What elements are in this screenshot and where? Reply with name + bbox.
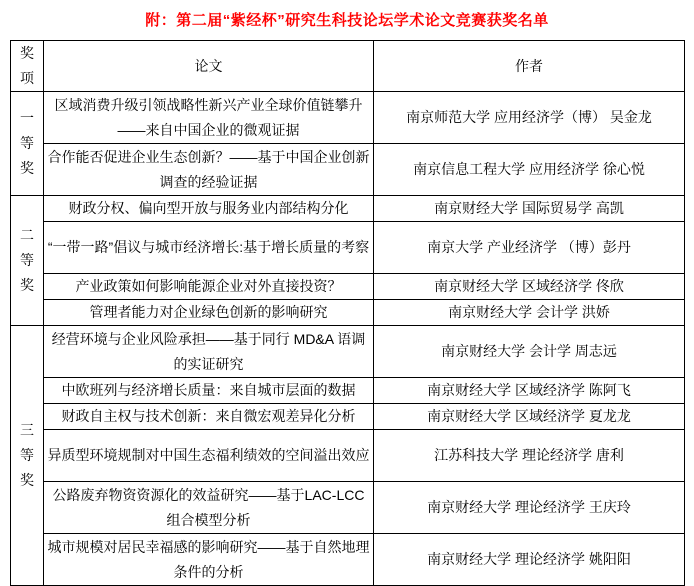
table-row: [11, 378, 685, 404]
paper-author-cell: 南京财经大学 理论经济学 王庆玲: [374, 482, 685, 534]
paper-title-cell: 合作能否促进企业生态创新？——基于中国企业创新调查的经验证据: [44, 144, 374, 196]
page-title: 附：第二届“紫经杯”研究生科技论坛学术论文竞赛获奖名单: [145, 12, 549, 29]
table-row: [11, 274, 685, 300]
table-row: [11, 144, 685, 196]
award-group-label-first-prize: 一等奖: [11, 92, 44, 196]
table-row: [11, 404, 685, 430]
paper-title-cell: “一带一路”倡议与城市经济增长:基于增长质量的考察: [44, 222, 374, 274]
paper-author-cell: 南京信息工程大学 应用经济学 徐心悦: [374, 144, 685, 196]
paper-title-cell: 城市规模对居民幸福感的影响研究——基于自然地理条件的分析: [44, 534, 374, 586]
paper-title-cell: 产业政策如何影响能源企业对外直接投资？: [44, 274, 374, 300]
paper-author-cell: 南京财经大学 区域经济学 夏龙龙: [374, 404, 685, 430]
table-row: [11, 196, 685, 222]
paper-author-cell: 南京财经大学 区域经济学 陈阿飞: [374, 378, 685, 404]
award-group-label-second-prize: 二等奖: [11, 196, 44, 326]
paper-author-cell: 南京财经大学 会计学 洪娇: [374, 300, 685, 326]
column-header-paper: 论文: [44, 41, 374, 92]
paper-author-cell: 南京大学 产业经济学 （博）彭丹: [374, 222, 685, 274]
table-row: [11, 222, 685, 274]
paper-author-cell: 南京师范大学 应用经济学（博） 吴金龙: [374, 92, 685, 144]
table-row: [11, 300, 685, 326]
paper-author-cell: 南京财经大学 国际贸易学 高凯: [374, 196, 685, 222]
paper-author-cell: 江苏科技大学 理论经济学 唐利: [374, 430, 685, 482]
table-row: [11, 534, 685, 586]
paper-title-cell: 公路废弃物资资源化的效益研究——基于LAC-LCC组合模型分析: [44, 482, 374, 534]
column-header-author: 作者: [374, 41, 685, 92]
paper-title-cell: 异质型环境规制对中国生态福利绩效的空间溢出效应: [44, 430, 374, 482]
column-header-award: 奖项: [11, 41, 44, 92]
paper-author-cell: 南京财经大学 会计学 周志远: [374, 326, 685, 378]
paper-title-cell: 财政自主权与技术创新：来自微宏观差异化分析: [44, 404, 374, 430]
table-row: [11, 482, 685, 534]
table-row: [11, 92, 685, 144]
table-row: [11, 326, 685, 378]
paper-title-cell: 财政分权、偏向型开放与服务业内部结构分化: [44, 196, 374, 222]
table-row: [11, 430, 685, 482]
table-header-row: [11, 41, 685, 92]
paper-title-cell: 经营环境与企业风险承担——基于同行 MD&A 语调的实证研究: [44, 326, 374, 378]
paper-title-cell: 区域消费升级引领战略性新兴产业全球价值链攀升——来自中国企业的微观证据: [44, 92, 374, 144]
paper-title-cell: 管理者能力对企业绿色创新的影响研究: [44, 300, 374, 326]
paper-author-cell: 南京财经大学 理论经济学 姚阳阳: [374, 534, 685, 586]
award-results-table: [10, 40, 685, 586]
paper-author-cell: 南京财经大学 区域经济学 佟欣: [374, 274, 685, 300]
paper-title-cell: 中欧班列与经济增长质量：来自城市层面的数据: [44, 378, 374, 404]
award-group-label-third-prize: 三等奖: [11, 326, 44, 586]
